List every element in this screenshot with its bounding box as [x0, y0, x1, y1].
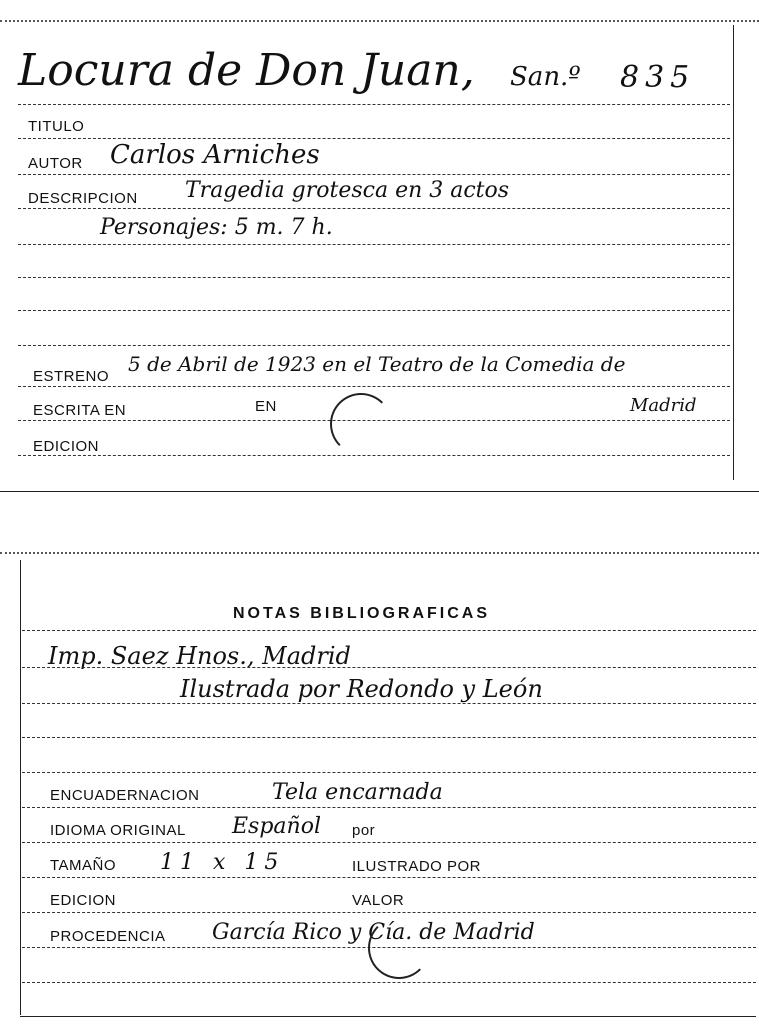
rule-line: [18, 104, 730, 105]
margin-note: Madrid: [630, 395, 697, 416]
record-number: 835: [620, 60, 696, 95]
label-tamano: TAMAÑO: [50, 857, 117, 874]
rule-line: [18, 138, 730, 139]
note-line-1: Imp. Saez Hnos., Madrid: [48, 642, 351, 670]
label-en: EN: [255, 398, 277, 415]
notes-heading: NOTAS BIBLIOGRAFICAS: [233, 605, 491, 622]
rule-line: [22, 842, 756, 843]
punch-hole-stamp: [368, 917, 430, 979]
label-encuadernacion: ENCUADERNACION: [50, 787, 200, 804]
label-descripcion: DESCRIPCION: [28, 190, 138, 207]
rule-line: [22, 772, 756, 773]
rule-line: [22, 737, 756, 738]
note-line-2: Ilustrada por Redondo y León: [180, 675, 543, 703]
value-idioma-original: Español: [232, 814, 321, 839]
value-procedencia: García Rico y Cía. de Madrid: [212, 920, 535, 945]
label-ilustrado-por: ILUSTRADO POR: [352, 858, 482, 875]
rule-line: [18, 345, 730, 346]
rule-line: [22, 912, 756, 913]
rule-line: [18, 208, 730, 209]
value-personajes: Personajes: 5 m. 7 h.: [100, 215, 333, 240]
rule-line: [18, 174, 730, 175]
value-tamano: 11 x 15: [160, 850, 285, 875]
card-top-edge: [0, 552, 759, 554]
label-idioma-original: IDIOMA ORIGINAL: [50, 822, 186, 839]
rule-line: [18, 244, 730, 245]
handwritten-title: Locura de Don Juan,: [18, 45, 475, 96]
rule-line: [22, 630, 756, 631]
label-por: por: [352, 822, 376, 839]
rule-line: [18, 310, 730, 311]
catalog-card-top: [0, 0, 759, 492]
label-autor: AUTOR: [28, 155, 83, 172]
value-descripcion: Tragedia grotesca en 3 actos: [185, 178, 510, 203]
punch-hole-stamp: [330, 393, 392, 455]
label-edicion: EDICION: [50, 892, 117, 909]
card-top-edge: [0, 20, 759, 22]
catalog-card-bottom: [0, 540, 759, 1028]
rule-line: [18, 277, 730, 278]
rule-line: [22, 807, 756, 808]
label-procedencia: PROCEDENCIA: [50, 928, 166, 945]
value-estreno: 5 de Abril de 1923 en el Teatro de la Comedia de: [128, 352, 626, 376]
label-edicion: EDICION: [33, 438, 100, 455]
rule-line: [22, 982, 756, 983]
label-estreno: ESTRENO: [33, 368, 110, 385]
label-escrita-en: ESCRITA EN: [33, 402, 127, 419]
signature-code: San.º: [510, 62, 581, 92]
rule-line: [22, 877, 756, 878]
label-titulo: TITULO: [28, 118, 85, 135]
label-valor: VALOR: [352, 892, 405, 909]
card-bottom-edge: [20, 1016, 756, 1017]
card-bottom-edge: [0, 491, 759, 492]
rule-line: [18, 455, 730, 456]
rule-line: [22, 667, 756, 668]
rule-line: [18, 386, 730, 387]
value-autor: Carlos Arniches: [110, 140, 320, 170]
card-right-border: [733, 25, 734, 480]
value-encuadernacion: Tela encarnada: [272, 780, 443, 805]
card-left-border: [20, 560, 21, 1015]
rule-line: [22, 703, 756, 704]
